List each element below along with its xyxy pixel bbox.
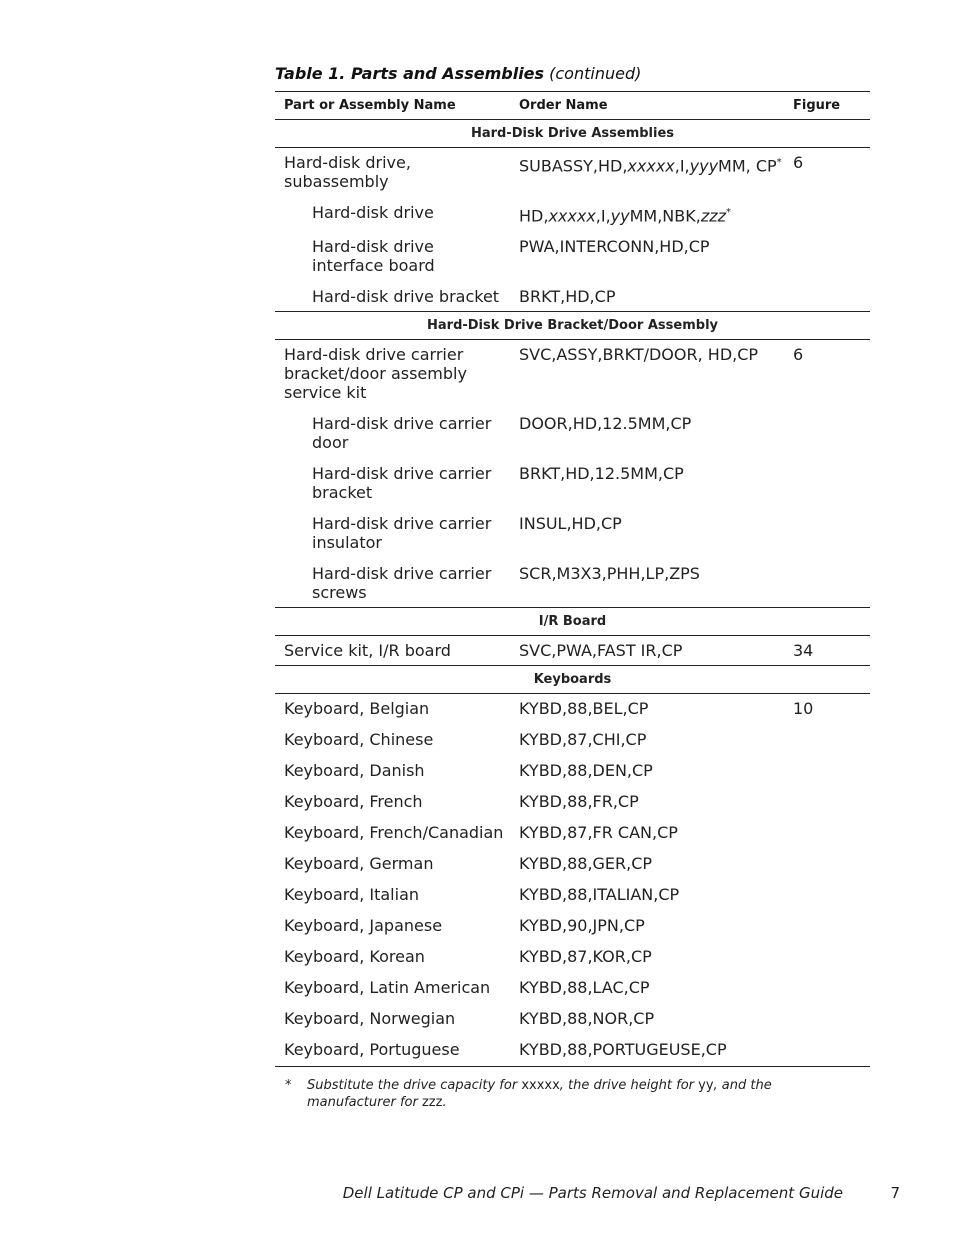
figure-number — [793, 1035, 870, 1067]
figure-number — [793, 231, 870, 281]
table-caption-continued: (continued) — [549, 64, 642, 83]
figure-number — [793, 880, 870, 911]
table-row — [275, 942, 870, 973]
part-name: Hard-disk drive carrier screws — [275, 558, 510, 608]
table-row — [275, 408, 870, 458]
figure-number — [793, 849, 870, 880]
figure-number: 34 — [793, 636, 870, 666]
column-header-figure: Figure — [793, 92, 870, 120]
table-row — [275, 231, 870, 281]
order-name: SUBASSY,HD,xxxxx,I,yyyMM, CP* — [519, 156, 782, 176]
order-name: KYBD,90,JPN,CP — [519, 916, 645, 936]
table-row — [275, 880, 870, 911]
section-header-row — [275, 312, 870, 340]
part-name: Service kit, I/R board — [275, 636, 510, 666]
part-name: Hard-disk drive — [312, 203, 434, 222]
table-row — [275, 973, 870, 1004]
order-name: SVC,ASSY,BRKT/DOOR, HD,CP — [519, 345, 759, 365]
part-name: Keyboard, French/Canadian — [284, 823, 504, 843]
table-row — [275, 508, 870, 558]
figure-number — [793, 973, 870, 1004]
table-row — [275, 694, 870, 726]
column-header-name: Part or Assembly Name — [275, 92, 510, 120]
table-row — [275, 558, 870, 608]
header-row — [275, 92, 870, 120]
part-name: Keyboard, Norwegian — [284, 1009, 456, 1029]
part-name: Hard-disk drive carrier bracket/door assembly service kit — [284, 345, 467, 403]
table-row — [275, 849, 870, 880]
table-row — [275, 911, 870, 942]
order-name: PWA,INTERCONN,HD,CP — [519, 237, 710, 257]
order-name: HD,xxxxx,I,yyMM,NBK,zzz* — [519, 206, 732, 226]
order-name: BRKT,HD,12.5MM,CP — [519, 464, 684, 484]
figure-number: 10 — [793, 699, 814, 719]
part-name: Keyboard, Japanese — [284, 916, 443, 936]
part-name: Hard-disk drive, subassembly — [284, 153, 411, 191]
part-name: Keyboard, Korean — [284, 947, 425, 967]
order-name: KYBD,88,BEL,CP — [519, 699, 649, 719]
footnote-mark: * — [285, 1078, 292, 1093]
figure-number — [793, 281, 870, 312]
order-name: SVC,PWA,FAST IR,CP — [510, 636, 793, 666]
figure-number — [793, 818, 870, 849]
table-row — [275, 725, 870, 756]
part-name: Keyboard, Chinese — [284, 730, 434, 750]
order-name: KYBD,88,NOR,CP — [519, 1009, 655, 1029]
part-name: Keyboard, German — [284, 854, 434, 874]
figure-number — [793, 408, 870, 458]
figure-number — [793, 508, 870, 558]
table-row — [275, 1035, 870, 1067]
order-name: KYBD,88,ITALIAN,CP — [519, 885, 680, 905]
order-name: DOOR,HD,12.5MM,CP — [519, 414, 692, 434]
table-row — [275, 818, 870, 849]
table-row — [275, 148, 870, 198]
part-name: Hard-disk drive carrier door — [312, 414, 492, 453]
table-caption-title: Table 1. Parts and Assemblies — [275, 64, 545, 83]
part-name: Hard-disk drive interface board — [312, 237, 435, 276]
figure-number — [793, 911, 870, 942]
figure-number: 6 — [793, 345, 804, 365]
order-name: KYBD,88,LAC,CP — [519, 978, 650, 998]
table-row — [275, 458, 870, 508]
order-name: KYBD,87,KOR,CP — [519, 947, 652, 967]
table-row — [275, 1004, 870, 1035]
table-caption — [275, 64, 641, 83]
order-name: KYBD,87,FR CAN,CP — [519, 823, 678, 843]
column-header-order: Order Name — [510, 92, 793, 120]
order-name: KYBD,88,FR,CP — [519, 792, 639, 812]
part-name: Keyboard, Italian — [284, 885, 420, 905]
part-name: Keyboard, French — [284, 792, 423, 812]
section-title-hdd: Hard-Disk Drive Assemblies — [275, 120, 870, 148]
order-name: INSUL,HD,CP — [519, 514, 622, 534]
parts-table — [275, 91, 870, 1067]
figure-number — [793, 756, 870, 787]
figure-number — [793, 558, 870, 608]
part-name: Keyboard, Portuguese — [275, 1035, 510, 1067]
order-name: KYBD,88,PORTUGEUSE,CP — [510, 1035, 793, 1067]
table-row — [275, 787, 870, 818]
section-header-row — [275, 666, 870, 694]
section-title-bracket: Hard-Disk Drive Bracket/Door Assembly — [275, 312, 870, 340]
part-name: Keyboard, Danish — [284, 761, 425, 781]
order-name: KYBD,87,CHI,CP — [519, 730, 647, 750]
table-row — [275, 197, 870, 231]
table-row — [275, 636, 870, 666]
figure-number: 6 — [793, 153, 804, 172]
table-footnote — [285, 1077, 845, 1111]
section-title-ir: I/R Board — [275, 608, 870, 636]
figure-number — [793, 197, 870, 231]
section-header-row — [275, 120, 870, 148]
section-title-keyboards: Keyboards — [275, 666, 870, 694]
figure-number — [793, 787, 870, 818]
figure-number — [793, 942, 870, 973]
footnote-text: Substitute the drive capacity for xxxxx, the drive height for yy, and the manufacturer for zzz. — [307, 1078, 772, 1110]
table-row — [275, 756, 870, 787]
part-name: Hard-disk drive bracket — [275, 281, 510, 312]
part-name: Hard-disk drive carrier bracket — [312, 464, 492, 503]
table-row — [275, 281, 870, 312]
page-number: 7 — [890, 1184, 900, 1202]
section-header-row — [275, 608, 870, 636]
order-name: SCR,M3X3,PHH,LP,ZPS — [510, 558, 793, 608]
figure-number — [793, 725, 870, 756]
figure-number — [793, 1004, 870, 1035]
order-name: BRKT,HD,CP — [510, 281, 793, 312]
footer-title: Dell Latitude CP and CPi — Parts Removal and Replacement Guide — [342, 1184, 843, 1202]
table-row — [275, 340, 870, 409]
order-name: KYBD,88,GER,CP — [519, 854, 653, 874]
figure-number — [793, 458, 870, 508]
part-name: Hard-disk drive carrier insulator — [312, 514, 492, 553]
order-name: KYBD,88,DEN,CP — [519, 761, 653, 781]
part-name: Keyboard, Latin American — [284, 978, 491, 998]
page-footer — [300, 1184, 900, 1204]
part-name: Keyboard, Belgian — [284, 699, 430, 719]
